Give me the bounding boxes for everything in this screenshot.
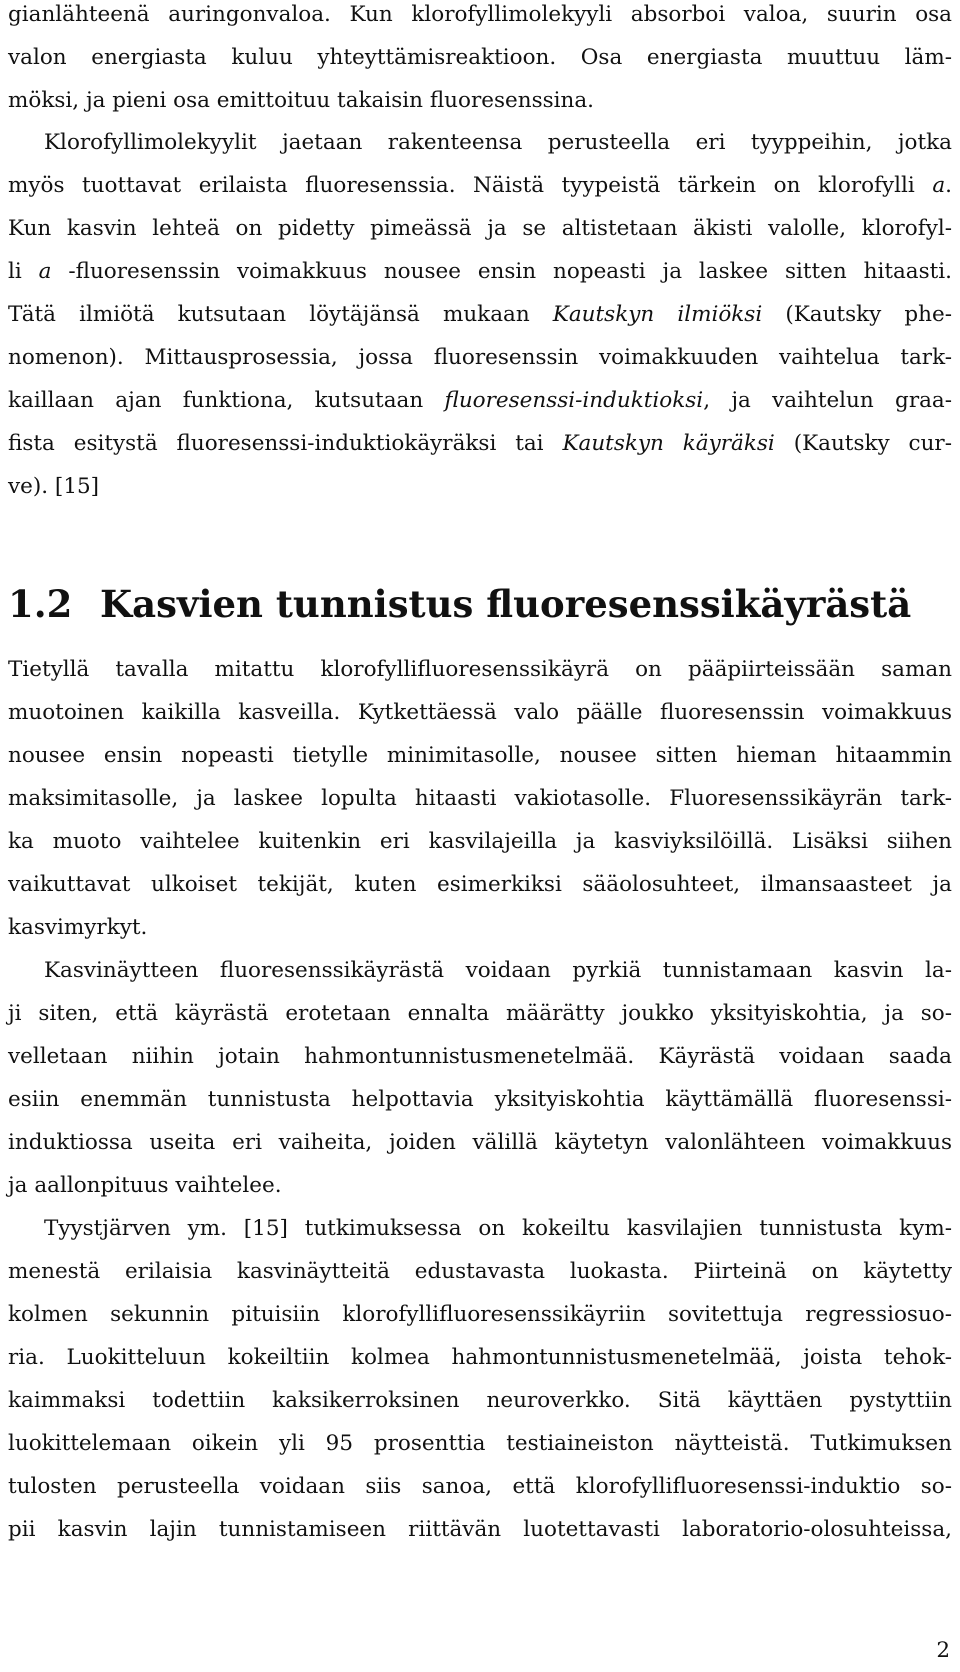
text-line: valon energiasta kuluu yhteyttämisreaktioon. Osa energiasta muuttuu läm-: [8, 45, 952, 70]
text-run: .: [945, 173, 952, 198]
text-run: li: [8, 259, 39, 284]
text-line: nomenon). Mittausprosessia, jossa fluoresenssin voimakkuuden vaihtelua tark-: [8, 345, 952, 370]
text-line: pii kasvin lajin tunnistamiseen riittävän luotettavasti laboratorio-olosuhteissa,: [8, 1517, 952, 1542]
text-line: [8, 386, 952, 416]
text-run: fista esitystä fluoresenssi-induktiokäyräksi tai: [8, 431, 563, 456]
text-line: ka muoto vaihtelee kuitenkin eri kasvilajeilla ja kasviyksilöillä. Lisäksi siihen: [8, 829, 952, 854]
text-line: [8, 429, 952, 459]
text-line: induktiossa useita eri vaiheita, joiden välillä käytetyn valonlähteen voimakkuus: [8, 1130, 952, 1155]
text-run: (Kautsky cur-: [774, 431, 952, 456]
text-line: luokittelemaan oikein yli 95 prosenttia testiaineiston näytteistä. Tutkimuksen: [8, 1431, 952, 1456]
section-title: Kasvien tunnistus fluoresenssikäyrästä: [100, 582, 912, 626]
text-line: [8, 300, 952, 330]
italic-term: Kautskyn käyräksi: [562, 431, 775, 456]
text-line: kolmen sekunnin pituisiin klorofyllifluoresenssikäyriin sovitettuja regressiosuo-: [8, 1302, 952, 1327]
text-line: muotoinen kaikilla kasveilla. Kytkettäessä valo päälle fluoresenssin voimakkuus: [8, 700, 952, 725]
text-line: möksi, ja pieni osa emittoituu takaisin fluoresenssina.: [8, 88, 595, 113]
text-line: esiin enemmän tunnistusta helpottavia yksityiskohtia käyttämällä fluoresenssi-: [8, 1087, 952, 1112]
text-line: velletaan niihin jotain hahmontunnistusmenetelmää. Käyrästä voidaan saada: [8, 1044, 952, 1069]
text-line: kaimmaksi todettiin kaksikerroksinen neuroverkko. Sitä käyttäen pystyttiin: [8, 1388, 952, 1413]
text-line: nousee ensin nopeasti tietylle minimitasolle, nousee sitten hieman hitaammin: [8, 743, 952, 768]
text-line: ja aallonpituus vaihtelee.: [8, 1173, 282, 1198]
text-run: kaillaan ajan funktiona, kutsutaan: [8, 388, 445, 413]
text-line: menestä erilaisia kasvinäytteitä edustavasta luokasta. Piirteinä on käytetty: [8, 1259, 952, 1284]
text-line: Klorofyllimolekyylit jaetaan rakenteensa perusteella eri tyyppeihin, jotka: [44, 130, 952, 155]
text-line: ve). [15]: [8, 474, 100, 499]
text-line: tulosten perusteella voidaan siis sanoa, että klorofyllifluoresenssi-induktio so-: [8, 1474, 952, 1499]
page-number: 2: [936, 1638, 950, 1663]
text-line: ji siten, että käyrästä erotetaan ennalta määrätty joukko yksityiskohtia, ja so-: [8, 1001, 952, 1026]
italic-term: fluoresenssi-induktioksi: [444, 388, 704, 413]
text-line: [8, 171, 952, 201]
text-line: Kasvinäytteen fluoresenssikäyrästä voidaan pyrkiä tunnistamaan kasvin la-: [44, 958, 952, 983]
italic-term: Kautskyn ilmiöksi: [552, 302, 763, 327]
text-line: gianlähteenä auringonvaloa. Kun klorofyllimolekyyli absorboi valoa, suurin osa: [8, 2, 952, 27]
text-line: vaikuttavat ulkoiset tekijät, kuten esimerkiksi sääolosuhteet, ilmansaasteet ja: [8, 872, 952, 897]
text-line: [8, 257, 952, 287]
text-run: , ja vaihtelun graa-: [703, 388, 952, 413]
text-line: ria. Luokitteluun kokeiltiin kolmea hahmontunnistusmenetelmää, joista tehok-: [8, 1345, 952, 1370]
italic-variable: a: [38, 259, 52, 284]
italic-variable: a: [932, 173, 946, 198]
section-number: 1.2: [8, 582, 73, 626]
section-heading: [8, 582, 911, 626]
text-line: Tyystjärven ym. [15] tutkimuksessa on kokeiltu kasvilajien tunnistusta kym-: [44, 1216, 952, 1241]
text-line: maksimitasolle, ja laskee lopulta hitaasti vakiotasolle. Fluoresenssikäyrän tark-: [8, 786, 952, 811]
text-line: Tietyllä tavalla mitattu klorofyllifluoresenssikäyrä on pääpiirteissään saman: [8, 657, 952, 682]
text-run: -fluoresenssin voimakkuus nousee ensin nopeasti ja laskee sitten hitaasti.: [51, 259, 952, 284]
text-line: kasvimyrkyt.: [8, 915, 148, 940]
text-line: Kun kasvin lehteä on pidetty pimeässä ja se altistetaan äkisti valolle, klorofyl-: [8, 216, 952, 241]
text-run: Tätä ilmiötä kutsutaan löytäjänsä mukaan: [8, 302, 553, 327]
text-run: (Kautsky phe-: [762, 302, 952, 327]
text-run: myös tuottavat erilaista fluoresenssia. Näistä tyypeistä tärkein on klorofylli: [8, 173, 933, 198]
